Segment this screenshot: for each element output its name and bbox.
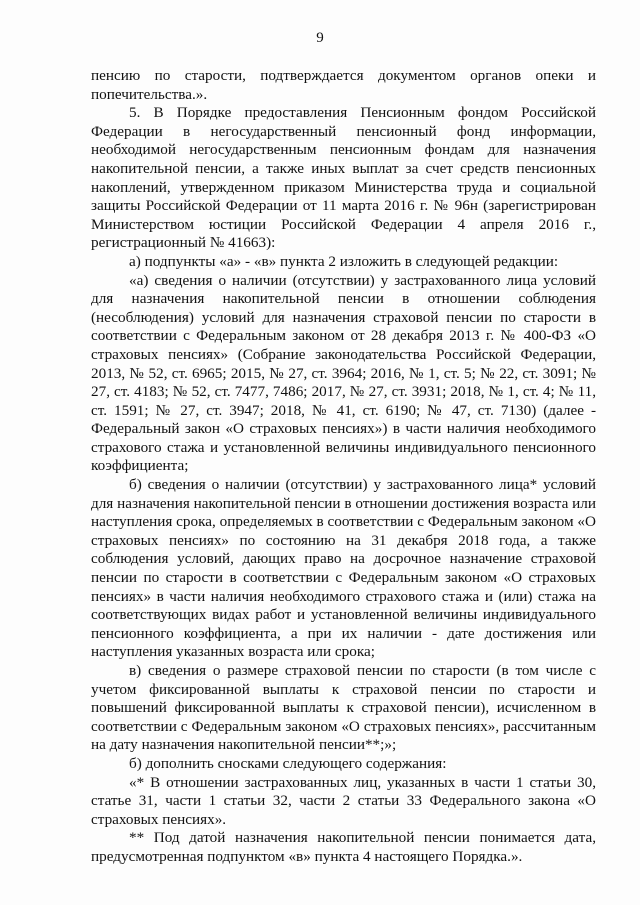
paragraph-quote-b: б) сведения о наличии (отсутствии) у застрахованного лица* условий для назначения накопительной пенсии в отношении достижения возраста или наступления срока, определяемых в соответствии с Федеральным законом «О страховых пенсиях» по состоянию на 31 декабря 2018 года, а также соблюдения условий, дающих право на досрочное назначение страховой пенсии по старости в соответствии с Федеральным законом «О страховых пенсиях» в части наличия необходимого страхового стажа и (или) стажа на соответствующих видах работ и установленной величины индивидуального пенсионного коэффициента, а при их наличии - дате достижения или наступления указанных возраста или срока; — [91, 476, 596, 661]
paragraph-item-5: 5. В Порядке предоставления Пенсионным фондом Российской Федерации в негосударственный пенсионный фонд информации, необходимой негосударственным пенсионным фондам для назначения накопительной пенсии, а также иных выплат за счет средств пенсионных накоплений, утвержденном приказом Министерства труда и социальной защиты Российской Федерации от 11 марта 2016 г. № 96н (зарегистрирован Министерством юстиции Российской Федерации 4 апреля 2016 г., регистрационный № 41663): — [91, 104, 596, 252]
paragraph-subitem-a: а) подпункты «а» - «в» пункта 2 изложить в следующей редакции: — [129, 252, 559, 270]
paragraph-continuation: пенсию по старости, подтверждается документом органов опеки и попечительства.». — [91, 67, 596, 103]
paragraph-quote-v: в) сведения о размере страховой пенсии по старости (в том числе с учетом фиксированной выплаты к страховой пенсии по старости и повышений фиксированной выплаты к страховой пенсии), исчисленном в соответствии с Федеральным законом «О страховых пенсиях», рассчитанным на дату назначения накопительной пенсии**;»; — [91, 662, 596, 754]
paragraph-footnote-2: ** Под датой назначения накопительной пенсии понимается дата, предусмотренная подпунктом «в» пункта 4 настоящего Порядка.». — [91, 829, 596, 865]
document-body — [91, 67, 596, 867]
paragraph-quote-a: «а) сведения о наличии (отсутствии) у застрахованного лица условий для назначения накопительной пенсии в отношении соблюдения (несоблюдения) условий для назначения страховой пенсии по старости в соответствии с Федеральным законом от 28 декабря 2013 г. № 400-ФЗ «О страховых пенсиях» (Собрание законодательства Российской Федерации, 2013, № 52, ст. 6965; 2015, № 27, ст. 3964; 2016, № 1, ст. 5; № 22, ст. 3091; № 27, ст. 4183; № 52, ст. 7477, 7486; 2017, № 27, ст. 3931; 2018, № 1, ст. 4; № 11, ст. 1591; № 27, ст. 3947; 2018, № 41, ст. 6190; № 47, ст. 7130) (далее - Федеральный закон «О страховых пенсиях») в части наличия необходимого страхового стажа и установленной величины индивидуального пенсионного коэффициента; — [91, 271, 596, 475]
paragraph-footnote-1: «* В отношении застрахованных лиц, указанных в части 1 статьи 30, статье 31, части 1 статьи 32, части 2 статьи 33 Федерального закона «О страховых пенсиях». — [91, 773, 596, 828]
page-number: 9 — [316, 30, 324, 46]
paragraph-subitem-b: б) дополнить сносками следующего содержания: — [129, 754, 447, 772]
